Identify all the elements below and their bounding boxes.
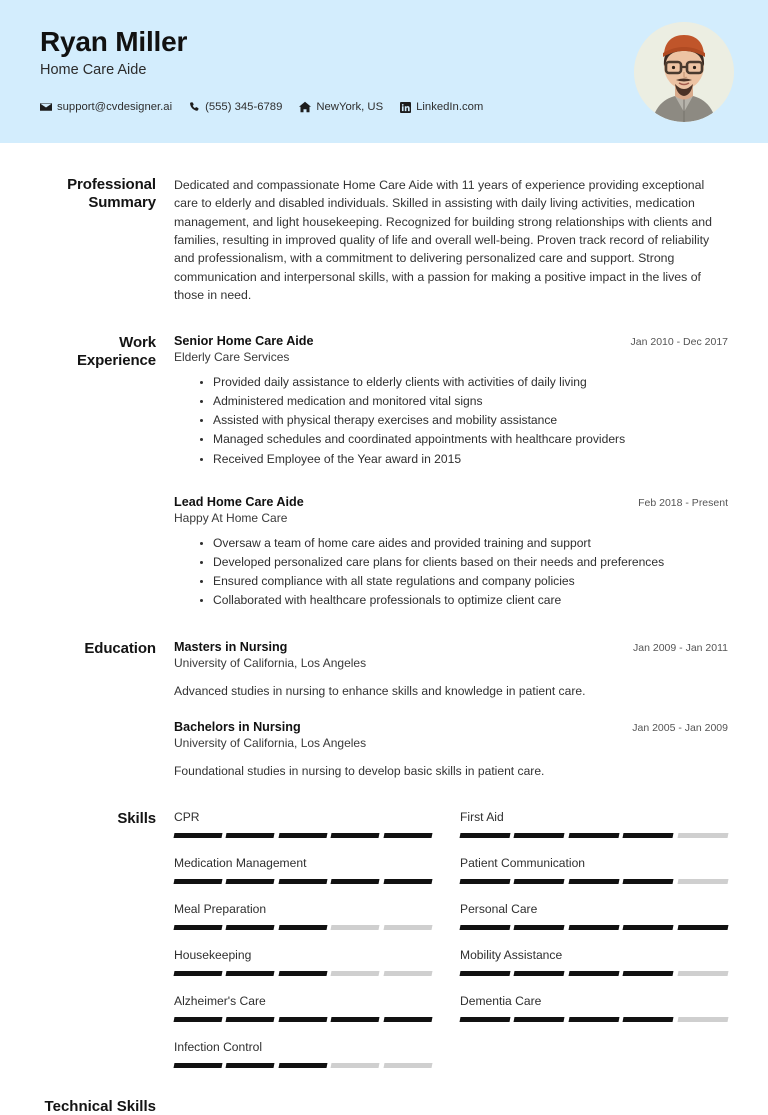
- skill-rating-pip: [226, 879, 275, 884]
- section-professional-summary: [40, 176, 728, 304]
- skill-rating-pip: [514, 879, 565, 884]
- skill-rating-bar: [174, 925, 432, 930]
- skill-rating-bar: [174, 833, 432, 838]
- skill-rating-bar: [174, 1063, 432, 1068]
- skill-name: Infection Control: [174, 1040, 263, 1055]
- skill-item: [460, 994, 728, 1040]
- skill-rating-pip: [331, 833, 380, 838]
- skill-rating-pip: [174, 833, 223, 838]
- skill-rating-pip: [383, 833, 432, 838]
- list-item: Collaborated with healthcare professionals to optimize client care: [213, 591, 728, 610]
- skill-rating-pip: [460, 833, 511, 838]
- skill-rating-pip: [331, 925, 380, 930]
- skills-grid: [174, 810, 728, 1086]
- section-label-skills: Skills: [117, 810, 156, 828]
- resume-header: [0, 0, 768, 143]
- list-item: Oversaw a team of home care aides and provided training and support: [213, 534, 728, 553]
- home-icon: [299, 101, 311, 113]
- skill-item: [460, 810, 728, 856]
- skill-rating-pip: [568, 971, 619, 976]
- education-description: Advanced studies in nursing to enhance skills and knowledge in patient care.: [174, 684, 586, 699]
- section-label-experience: Work Experience: [76, 334, 156, 370]
- skill-name: Alzheimer's Care: [174, 994, 266, 1009]
- skill-rating-pip: [677, 971, 728, 976]
- skill-rating-pip: [568, 833, 619, 838]
- skill-rating-bar: [460, 879, 728, 884]
- skill-name: Dementia Care: [460, 994, 542, 1009]
- contact-phone-text: (555) 345-6789: [205, 101, 283, 114]
- experience-entry: [174, 334, 728, 468]
- skill-rating-pip: [460, 1017, 511, 1022]
- education-date: Jan 2009 - Jan 2011: [633, 642, 728, 655]
- skill-rating-pip: [174, 971, 223, 976]
- skill-rating-pip: [278, 925, 327, 930]
- skill-rating-pip: [460, 925, 511, 930]
- skill-item: [174, 856, 432, 902]
- education-institution: University of California, Los Angeles: [174, 656, 367, 671]
- job-title: Home Care Aide: [40, 62, 147, 79]
- skill-rating-pip: [383, 925, 432, 930]
- skill-rating-pip: [331, 971, 380, 976]
- skill-rating-pip: [383, 879, 432, 884]
- education-entry: [174, 720, 728, 781]
- linkedin-icon: [400, 102, 411, 113]
- skill-rating-pip: [278, 833, 327, 838]
- skill-rating-bar: [460, 971, 728, 976]
- education-degree: Bachelors in Nursing: [174, 719, 301, 734]
- summary-text: Dedicated and compassionate Home Care Aide with 11 years of experience providing exceptional care to elderly and disabled individuals. Skilled in assisting with daily living activities, medication management, and light housekeeping. Recognized for building strong relationships with clients and families, resulting in improved quality of life and overall well-being. Proven track record of reliability and professionalism, with a commitment to delivering personalized care and support. Strong communication and interpersonal skills, with a passion for making a positive impact in the lives of those in need.: [174, 178, 712, 302]
- section-label-education: Education: [84, 640, 156, 658]
- page-title: Ryan Miller: [40, 26, 188, 57]
- skill-item: [174, 902, 432, 948]
- skill-name: Personal Care: [460, 902, 538, 917]
- phone-icon: [189, 101, 200, 113]
- education-institution: University of California, Los Angeles: [174, 735, 367, 750]
- skill-rating-pip: [460, 879, 511, 884]
- skill-rating-pip: [383, 1017, 432, 1022]
- contact-email[interactable]: [40, 101, 172, 113]
- list-item: Received Employee of the Year award in 2015: [213, 450, 728, 469]
- skill-rating-pip: [174, 925, 223, 930]
- skill-rating-bar: [174, 879, 432, 884]
- skill-rating-pip: [174, 1017, 223, 1022]
- list-item: Ensured compliance with all state regulations and company policies: [213, 572, 728, 591]
- skill-rating-pip: [226, 833, 275, 838]
- skill-rating-pip: [278, 879, 327, 884]
- experience-title: Senior Home Care Aide: [174, 334, 314, 349]
- skill-name: Patient Communication: [460, 856, 586, 871]
- skill-item: [174, 1040, 432, 1086]
- skill-rating-pip: [278, 1017, 327, 1022]
- skill-rating-pip: [331, 879, 380, 884]
- skill-rating-pip: [383, 1063, 432, 1068]
- skill-rating-pip: [568, 925, 619, 930]
- skill-rating-pip: [623, 925, 674, 930]
- envelope-icon: [40, 101, 52, 113]
- skill-name: First Aid: [460, 810, 504, 825]
- avatar: [634, 22, 734, 122]
- skill-name: Medication Management: [174, 856, 307, 871]
- skill-rating-pip: [514, 1017, 565, 1022]
- contact-linkedin[interactable]: [400, 101, 483, 113]
- section-education: [40, 640, 728, 782]
- skill-rating-pip: [460, 971, 511, 976]
- skill-rating-pip: [331, 1063, 380, 1068]
- skill-rating-pip: [623, 879, 674, 884]
- skill-rating-pip: [677, 1017, 728, 1022]
- experience-bullets: [174, 373, 728, 468]
- skill-rating-pip: [226, 971, 275, 976]
- experience-date: Feb 2018 - Present: [638, 496, 728, 509]
- resume-body: [0, 143, 768, 1115]
- skill-rating-pip: [226, 1017, 275, 1022]
- skill-rating-pip: [514, 971, 565, 976]
- contact-row: [40, 101, 728, 113]
- list-item: Assisted with physical therapy exercises and mobility assistance: [213, 411, 728, 430]
- skill-rating-pip: [623, 1017, 674, 1022]
- skill-item: [174, 948, 432, 994]
- education-degree: Masters in Nursing: [174, 640, 288, 655]
- list-item: Developed personalized care plans for clients based on their needs and preferences: [213, 553, 728, 572]
- skill-rating-pip: [677, 879, 728, 884]
- contact-email-text: support@cvdesigner.ai: [57, 101, 173, 114]
- skill-name: CPR: [174, 810, 200, 825]
- section-label-summary: Professional Summary: [67, 176, 156, 212]
- skill-rating-pip: [174, 1063, 223, 1068]
- experience-organization: Elderly Care Services: [174, 350, 290, 365]
- skill-rating-bar: [174, 1017, 432, 1022]
- skill-rating-pip: [677, 925, 728, 930]
- list-item: Administered medication and monitored vital signs: [213, 392, 728, 411]
- skill-rating-pip: [226, 1063, 275, 1068]
- skill-item: [460, 948, 728, 994]
- skill-item: [460, 856, 728, 902]
- education-entry: [174, 640, 728, 701]
- skill-rating-pip: [278, 1063, 327, 1068]
- contact-location[interactable]: [299, 101, 383, 113]
- education-description: Foundational studies in nursing to develop basic skills in patient care.: [174, 763, 545, 778]
- contact-linkedin-text: LinkedIn.com: [416, 101, 484, 114]
- skill-rating-bar: [460, 925, 728, 930]
- section-work-experience: [40, 334, 728, 612]
- skill-rating-pip: [331, 1017, 380, 1022]
- skill-rating-pip: [174, 879, 223, 884]
- skill-item: [174, 810, 432, 856]
- contact-location-text: NewYork, US: [316, 101, 384, 114]
- skill-rating-pip: [226, 925, 275, 930]
- experience-date: Jan 2010 - Dec 2017: [630, 336, 728, 349]
- skill-rating-bar: [174, 971, 432, 976]
- skill-rating-pip: [278, 971, 327, 976]
- skill-name: Housekeeping: [174, 948, 252, 963]
- skill-rating-pip: [623, 971, 674, 976]
- skill-item: [174, 994, 432, 1040]
- list-item: Managed schedules and coordinated appointments with healthcare providers: [213, 430, 728, 449]
- contact-phone[interactable]: [189, 101, 282, 113]
- skill-rating-bar: [460, 1017, 728, 1022]
- skill-rating-pip: [514, 833, 565, 838]
- list-item: Provided daily assistance to elderly clients with activities of daily living: [213, 373, 728, 392]
- skill-rating-pip: [677, 833, 728, 838]
- skill-name: Meal Preparation: [174, 902, 267, 917]
- skill-rating-pip: [568, 1017, 619, 1022]
- experience-entry: [174, 495, 728, 610]
- skill-rating-pip: [514, 925, 565, 930]
- skill-name: Mobility Assistance: [460, 948, 563, 963]
- skill-rating-pip: [568, 879, 619, 884]
- skill-rating-bar: [460, 833, 728, 838]
- section-label-next: Technical Skills: [44, 1098, 156, 1115]
- education-date: Jan 2005 - Jan 2009: [632, 721, 728, 734]
- skill-item: [460, 902, 728, 948]
- experience-organization: Happy At Home Care: [174, 510, 288, 525]
- section-skills: [40, 810, 728, 1086]
- skill-rating-pip: [623, 833, 674, 838]
- skill-rating-pip: [383, 971, 432, 976]
- experience-bullets: [174, 534, 728, 610]
- experience-title: Lead Home Care Aide: [174, 494, 304, 509]
